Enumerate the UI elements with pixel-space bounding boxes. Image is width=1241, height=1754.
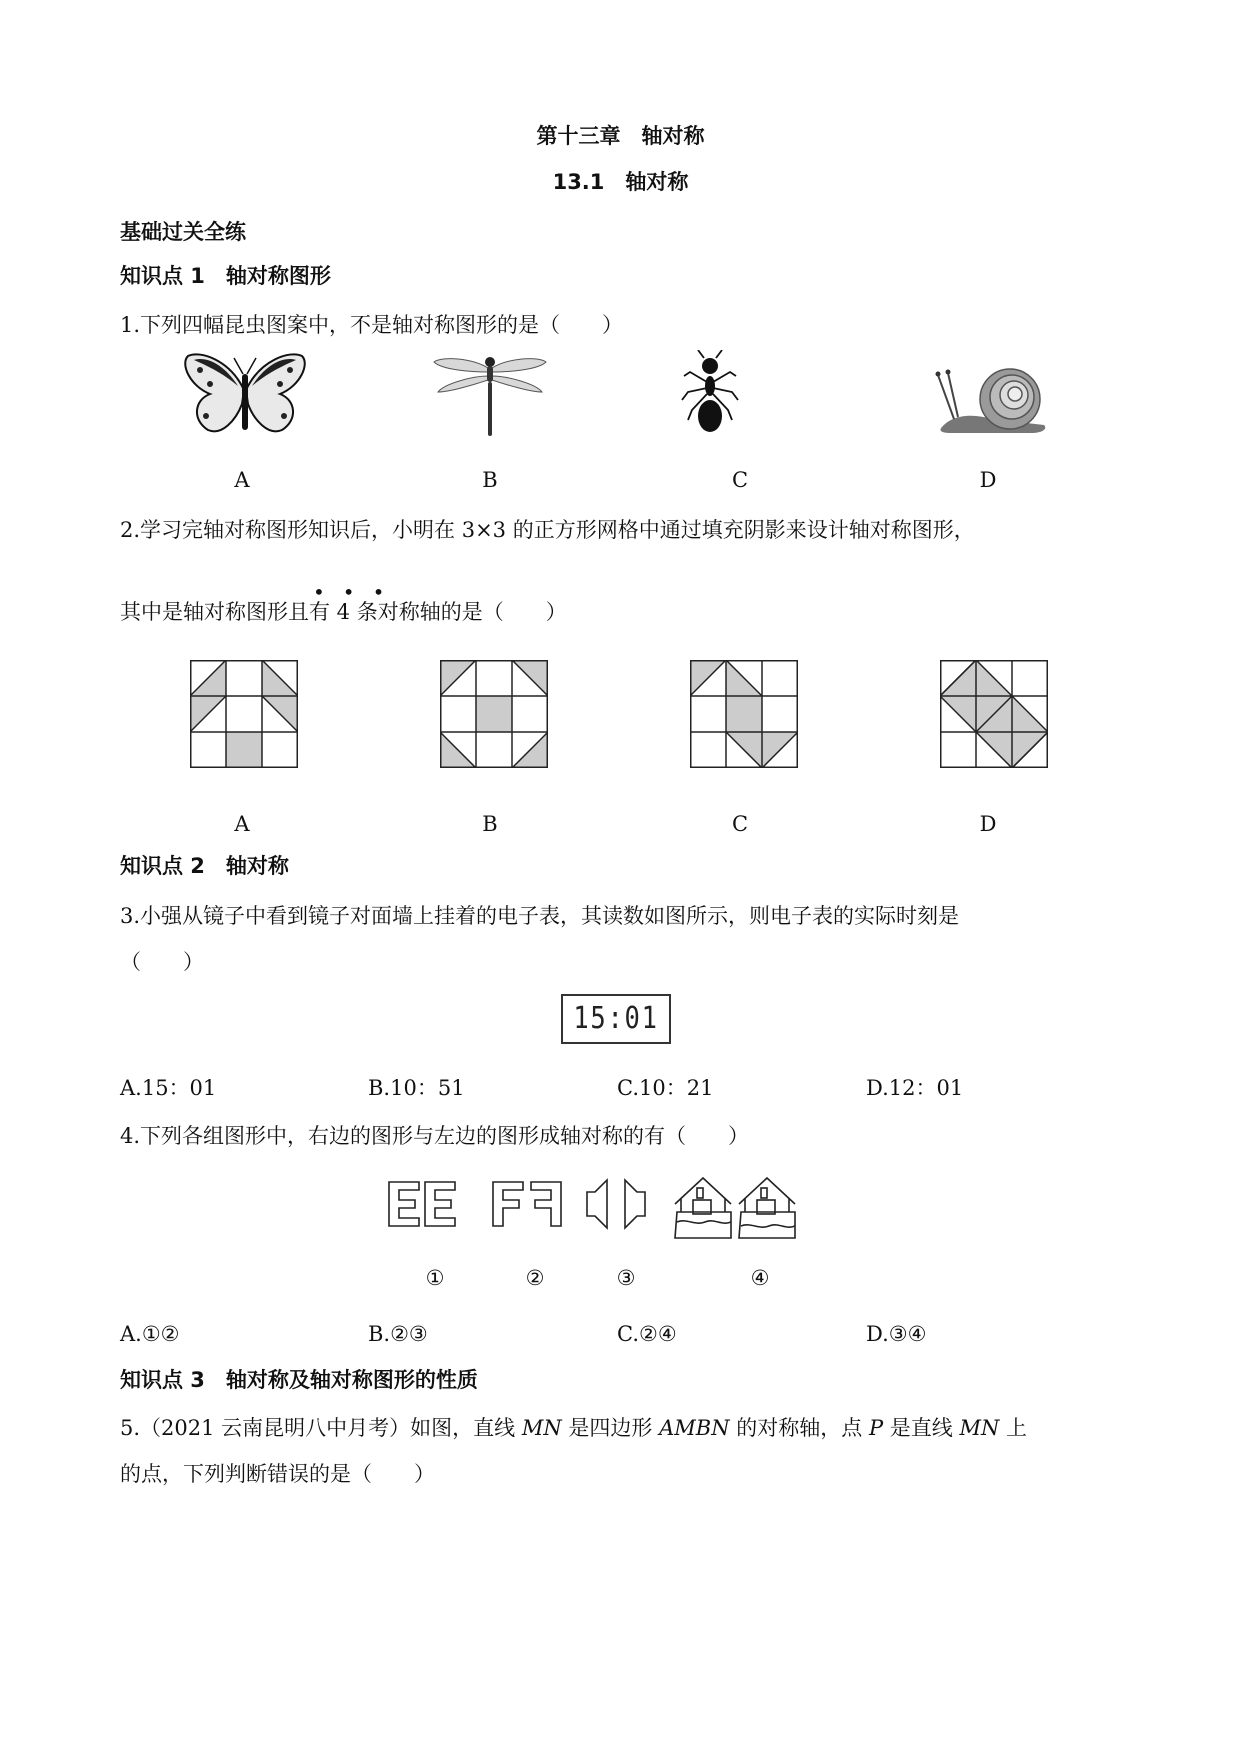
question-3-line-2: （ ） bbox=[120, 950, 204, 974]
q4-figure-label-4: ④ bbox=[750, 1266, 770, 1290]
q2-text-pre: 其中是轴对称图形且 bbox=[120, 600, 309, 624]
q5-part-2: 是四边形 bbox=[561, 1416, 660, 1440]
q2-option-a: A bbox=[234, 812, 250, 836]
q1-option-c: C bbox=[731, 468, 749, 492]
q5-point-p: P bbox=[868, 1416, 884, 1440]
q2-option-b: B bbox=[482, 812, 498, 836]
q4-figure-label-2: ② bbox=[525, 1266, 545, 1290]
q4-option-d: D.③④ bbox=[866, 1322, 927, 1346]
q3-option-b: B.10：51 bbox=[368, 1076, 465, 1100]
q1-option-b: B bbox=[482, 468, 498, 492]
q4-option-b: B.②③ bbox=[368, 1322, 428, 1346]
dragonfly-icon bbox=[432, 350, 548, 440]
knowledge-point-3: 知识点 3 轴对称及轴对称图形的性质 bbox=[120, 1368, 478, 1392]
q3-option-d: D.12：01 bbox=[866, 1076, 964, 1100]
q4-figure-label-1: ① bbox=[425, 1266, 445, 1290]
q4-option-c: C.②④ bbox=[617, 1322, 677, 1346]
grid-option-a bbox=[190, 660, 298, 768]
q3-option-a: A.15：01 bbox=[120, 1076, 217, 1100]
emphasis-dots: ••• bbox=[313, 580, 403, 604]
q1-option-d: D bbox=[979, 468, 997, 492]
digital-clock-mirror bbox=[561, 994, 671, 1044]
q4-option-a: A.①② bbox=[120, 1322, 180, 1346]
q2-emphasis bbox=[309, 580, 403, 624]
grid-option-c bbox=[690, 660, 798, 768]
question-3-line-1: 3.小强从镜子中看到镜子对面墙上挂着的电子表，其读数如图所示，则电子表的实际时刻是 bbox=[120, 904, 960, 928]
q5-line-mn: MN bbox=[521, 1416, 562, 1440]
clock-reading: 15:01 bbox=[573, 1001, 659, 1036]
q2-option-c: C bbox=[731, 812, 749, 836]
q5-line-mn-2: MN bbox=[959, 1416, 1000, 1440]
q4-figures bbox=[385, 1166, 855, 1242]
q4-figure-label-3: ③ bbox=[616, 1266, 636, 1290]
ant-icon bbox=[680, 350, 740, 440]
q2-emphasis-text: 有 4 条 bbox=[309, 600, 378, 624]
question-2-line-2 bbox=[120, 580, 567, 626]
question-5-line-1 bbox=[120, 1414, 1027, 1442]
chapter-title: 第十三章 轴对称 bbox=[536, 124, 705, 148]
q2-text-post: 对称轴的是（ ） bbox=[377, 600, 567, 624]
question-4-text: 4.下列各组图形中，右边的图形与左边的图形成轴对称的有（ ） bbox=[120, 1124, 750, 1148]
grid-option-b bbox=[440, 660, 548, 768]
question-5-line-2: 的点，下列判断错误的是（ ） bbox=[120, 1462, 435, 1486]
knowledge-point-2: 知识点 2 轴对称 bbox=[120, 854, 289, 878]
grid-option-d bbox=[940, 660, 1048, 768]
snail-icon bbox=[932, 355, 1052, 435]
q5-part-3: 的对称轴，点 bbox=[729, 1416, 869, 1440]
knowledge-point-1: 知识点 1 轴对称图形 bbox=[120, 264, 331, 288]
question-1-text: 1.下列四幅昆虫图案中，不是轴对称图形的是（ ） bbox=[120, 313, 624, 337]
q3-option-c: C.10：21 bbox=[617, 1076, 714, 1100]
q5-part-5: 上 bbox=[999, 1416, 1028, 1440]
q5-part-4: 是直线 bbox=[883, 1416, 960, 1440]
question-2-line-1: 2.学习完轴对称图形知识后，小明在 3×3 的正方形网格中通过填充阴影来设计轴对称图形， bbox=[120, 518, 975, 542]
section-title: 13.1 轴对称 bbox=[552, 170, 689, 194]
practice-heading: 基础过关全练 bbox=[120, 220, 246, 244]
butterfly-icon bbox=[180, 350, 310, 440]
q5-part-1: 5.（2021 云南昆明八中月考）如图，直线 bbox=[120, 1416, 522, 1440]
q5-quadrilateral-ambn: AMBN bbox=[659, 1416, 730, 1440]
q1-option-a: A bbox=[234, 468, 250, 492]
q2-option-d: D bbox=[979, 812, 997, 836]
